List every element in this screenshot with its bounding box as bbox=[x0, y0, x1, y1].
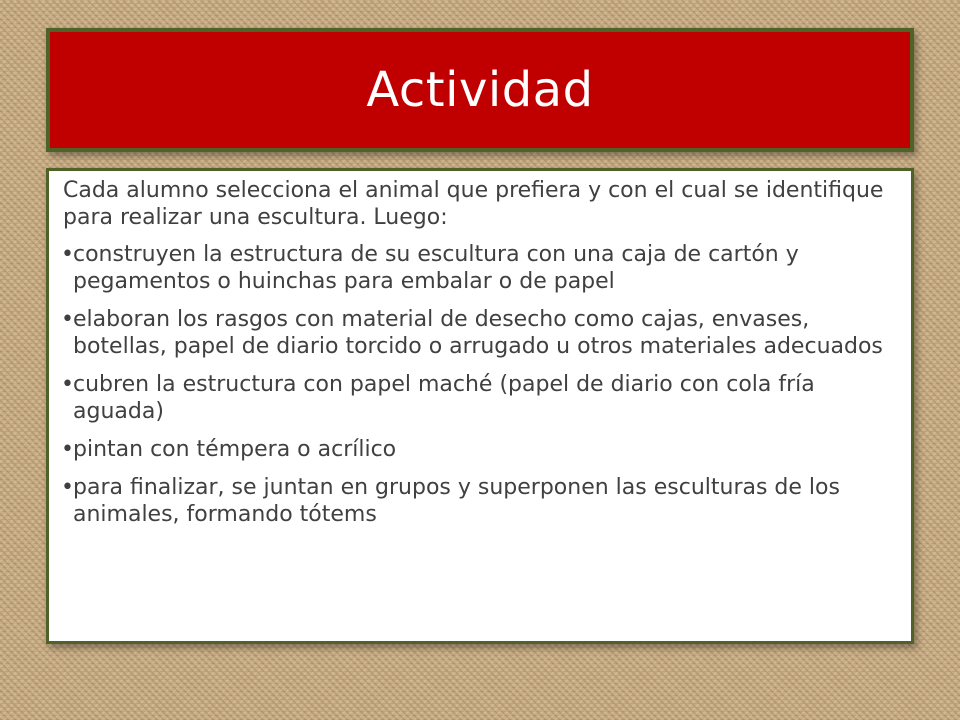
list-item-text: pintan con témpera o acrílico bbox=[73, 437, 397, 462]
list-item-text: para finalizar, se juntan en grupos y superponen las esculturas de los animales, formando tótems bbox=[73, 475, 840, 527]
list-item bbox=[63, 436, 895, 463]
list-item bbox=[63, 474, 895, 528]
list-item bbox=[63, 241, 895, 295]
bullet-icon: • bbox=[61, 437, 74, 462]
list-item-text: cubren la estructura con papel maché (papel de diario con cola fría aguada) bbox=[73, 372, 815, 424]
list-item-text: construyen la estructura de su escultura con una caja de cartón y pegamentos o huinchas para embalar o de papel bbox=[73, 242, 799, 294]
content-box bbox=[46, 168, 914, 644]
bullet-icon: • bbox=[61, 475, 74, 500]
list-item bbox=[63, 306, 895, 360]
bullet-icon: • bbox=[61, 242, 74, 267]
intro-text: Cada alumno selecciona el animal que prefiera y con el cual se identifique para realizar una escultura. Luego: bbox=[63, 178, 884, 230]
list-item-text: elaboran los rasgos con material de desecho como cajas, envases, botellas, papel de diario torcido o arrugado u otros materiales adecuados bbox=[73, 307, 883, 359]
list-item bbox=[63, 371, 895, 425]
bullet-icon: • bbox=[61, 307, 74, 332]
slide-title: Actividad bbox=[366, 62, 594, 118]
bullet-icon: • bbox=[61, 372, 74, 397]
title-bar bbox=[46, 28, 914, 152]
bullet-list bbox=[63, 241, 895, 528]
